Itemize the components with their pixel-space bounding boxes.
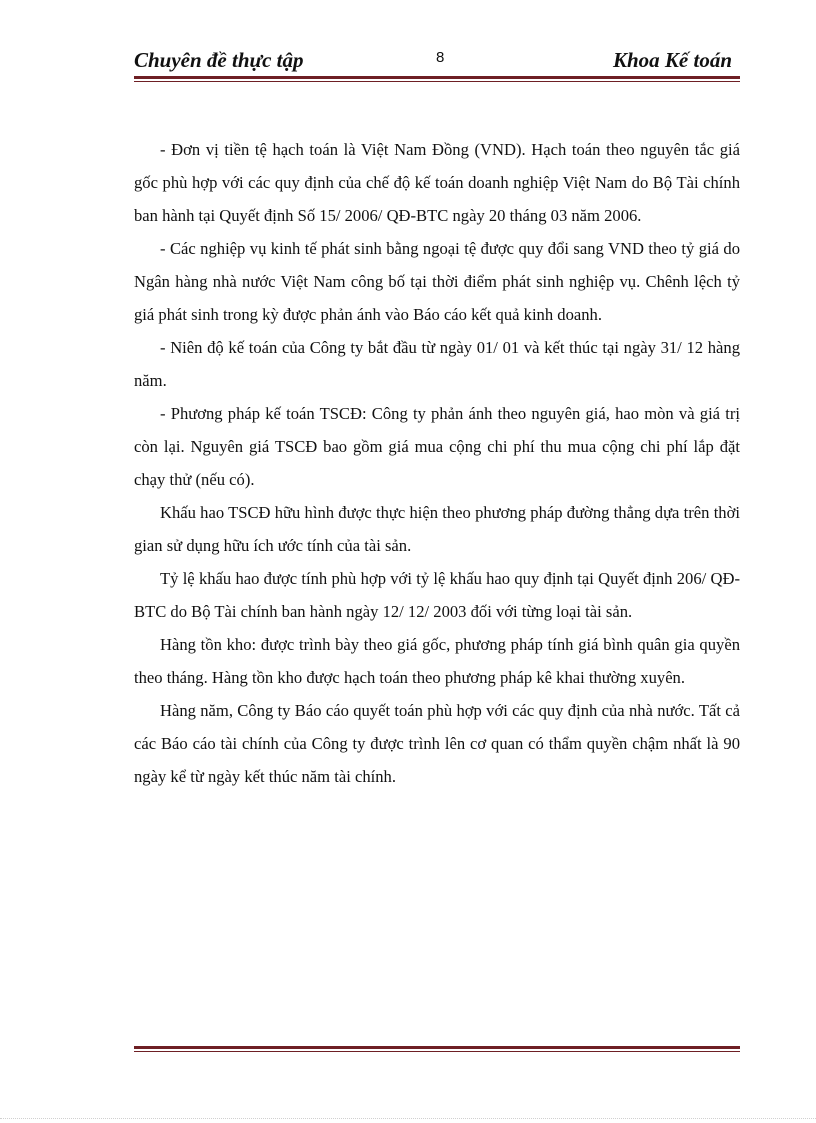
- paragraph: - Các nghiệp vụ kinh tế phát sinh bằng ngoại tệ được quy đổi sang VND theo tỷ giá do Ngân hàng nhà nước Việt Nam công bố tại thời điểm phát sinh nghiệp vụ. Chênh lệch tỷ giá phát sinh trong kỳ được phản ánh vào Báo cáo kết quả kinh doanh.: [134, 239, 740, 324]
- paragraph: Khấu hao TSCĐ hữu hình được thực hiện theo phương pháp đường thẳng dựa trên thời gian sử dụng hữu ích ước tính của tài sản.: [134, 503, 740, 555]
- header-title: Chuyên đề thực tập: [134, 48, 304, 72]
- page-number: 8: [436, 49, 445, 66]
- page-header: [134, 48, 740, 78]
- paragraph: - Phương pháp kế toán TSCĐ: Công ty phản ánh theo nguyên giá, hao mòn và giá trị còn lại. Nguyên giá TSCĐ bao gồm giá mua cộng chi phí thu mua cộng chi phí lắp đặt chạy thử (nếu có).: [134, 404, 740, 489]
- paragraph: Hàng tồn kho: được trình bày theo giá gốc, phương pháp tính giá bình quân gia quyền theo tháng. Hàng tồn kho được hạch toán theo phương pháp kê khai thường xuyên.: [134, 635, 740, 687]
- footer-rule: [134, 1046, 740, 1052]
- header-department: Khoa Kế toán: [612, 48, 732, 72]
- paragraph: - Đơn vị tiền tệ hạch toán là Việt Nam Đồng (VND). Hạch toán theo nguyên tắc giá gốc phù hợp với các quy định của chế độ kế toán doanh nghiệp Việt Nam do Bộ Tài chính ban hành tại Quyết định Số 15/ 2006/ QĐ-BTC ngày 20 tháng 03 năm 2006.: [134, 140, 740, 225]
- paragraph: Tỷ lệ khấu hao được tính phù hợp với tỷ lệ khấu hao quy định tại Quyết định 206/ QĐ-BTC do Bộ Tài chính ban hành ngày 12/ 12/ 2003 đối với từng loại tài sản.: [134, 569, 740, 621]
- body-text: [134, 133, 740, 793]
- header-rule: [134, 76, 740, 82]
- paragraph: - Niên độ kế toán của Công ty bắt đầu từ ngày 01/ 01 và kết thúc tại ngày 31/ 12 hàng năm.: [134, 338, 740, 390]
- paragraph: Hàng năm, Công ty Báo cáo quyết toán phù hợp với các quy định của nhà nước. Tất cả các Báo cáo tài chính của Công ty được trình lên cơ quan có thẩm quyền chậm nhất là 90 ngày kể từ ngày kết thúc năm tài chính.: [134, 701, 740, 786]
- page-edge-dots: [0, 1118, 816, 1120]
